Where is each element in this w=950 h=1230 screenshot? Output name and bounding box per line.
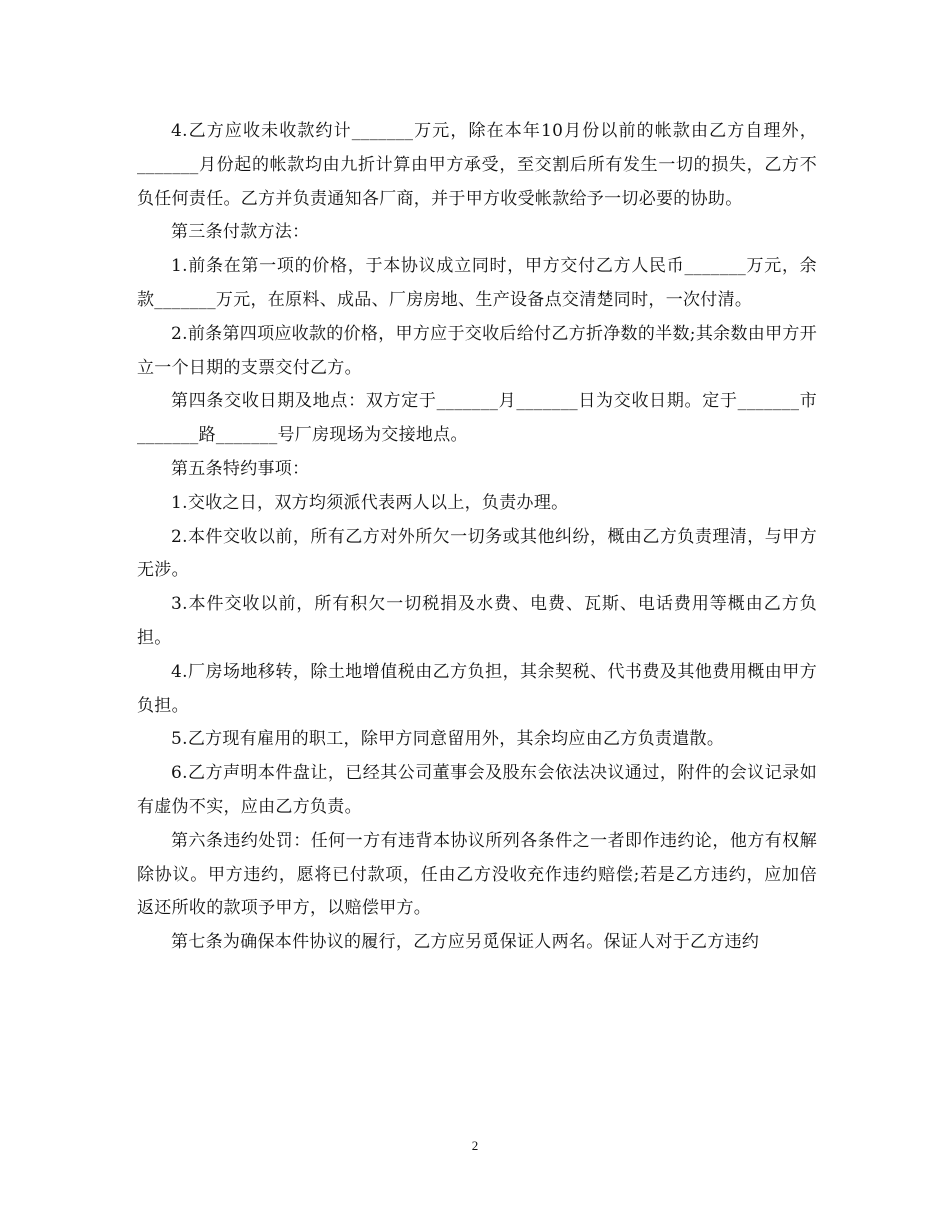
paragraph-article-6-breach: 第六条违约处罚：任何一方有违背本协议所列各条件之一者即作违约论，他方有权解除协议。甲方违约，愿将已付款项，任由乙方没收充作违约赔偿;若是乙方违约，应加倍返还所收的款项予甲方，以赔偿甲方。 [137, 830, 817, 919]
paragraph-receivables: 4.乙方应收未收款约计_______万元，除在本年10月份以前的帐款由乙方自理外，_______月份起的帐款均由九折计算由甲方承受，至交割后所有发生一切的损失，乙方不负任何责任。乙方并负责通知各厂商，并于甲方收受帐款给予一切必要的协助。 [137, 121, 817, 209]
paragraph-payment-1: 1.前条在第一项的价格，于本协议成立同时，甲方交付乙方人民币_______万元，余款_______万元，在原料、成品、厂房房地、生产设备点交清楚同时，一次付清。 [137, 256, 817, 310]
paragraph-special-1: 1.交收之日，双方均须派代表两人以上，负责办理。 [171, 492, 569, 513]
document-body [137, 115, 817, 960]
page-number: 2 [471, 1138, 479, 1153]
paragraph-article-7-guarantor: 第七条为确保本件协议的履行，乙方应另觅保证人两名。保证人对于乙方违约 [171, 932, 760, 953]
heading-article-5-special-terms: 第五条特约事项： [171, 458, 310, 479]
paragraph-article-4-delivery: 第四条交收日期及地点：双方定于_______月_______日为交收日期。定于_______市_______路_______号厂房现场为交接地点。 [137, 391, 817, 446]
paragraph-special-2: 2.本件交收以前，所有乙方对外所欠一切务或其他纠纷，概由乙方负责理清，与甲方无涉。 [137, 526, 817, 581]
paragraph-special-3: 3.本件交收以前，所有积欠一切税捐及水费、电费、瓦斯、电话费用等概由乙方负担。 [137, 594, 817, 648]
paragraph-payment-2: 2.前条第四项应收款的价格，甲方应于交收后给付乙方折净数的半数;其余数由甲方开立一个日期的支票交付乙方。 [137, 323, 817, 378]
paragraph-special-4: 4.厂房场地移转，除土地增值税由乙方负担，其余契税、代书费及其他费用概由甲方负担。 [137, 661, 817, 716]
heading-article-3-payment: 第三条付款方法： [171, 222, 310, 243]
paragraph-special-5: 5.乙方现有雇用的职工，除甲方同意留用外，其余均应由乙方负责遣散。 [171, 729, 725, 750]
paragraph-special-6: 6.乙方声明本件盘让，已经其公司董事会及股东会依法决议通过，附件的会议记录如有虚伪不实，应由乙方负责。 [137, 763, 817, 817]
